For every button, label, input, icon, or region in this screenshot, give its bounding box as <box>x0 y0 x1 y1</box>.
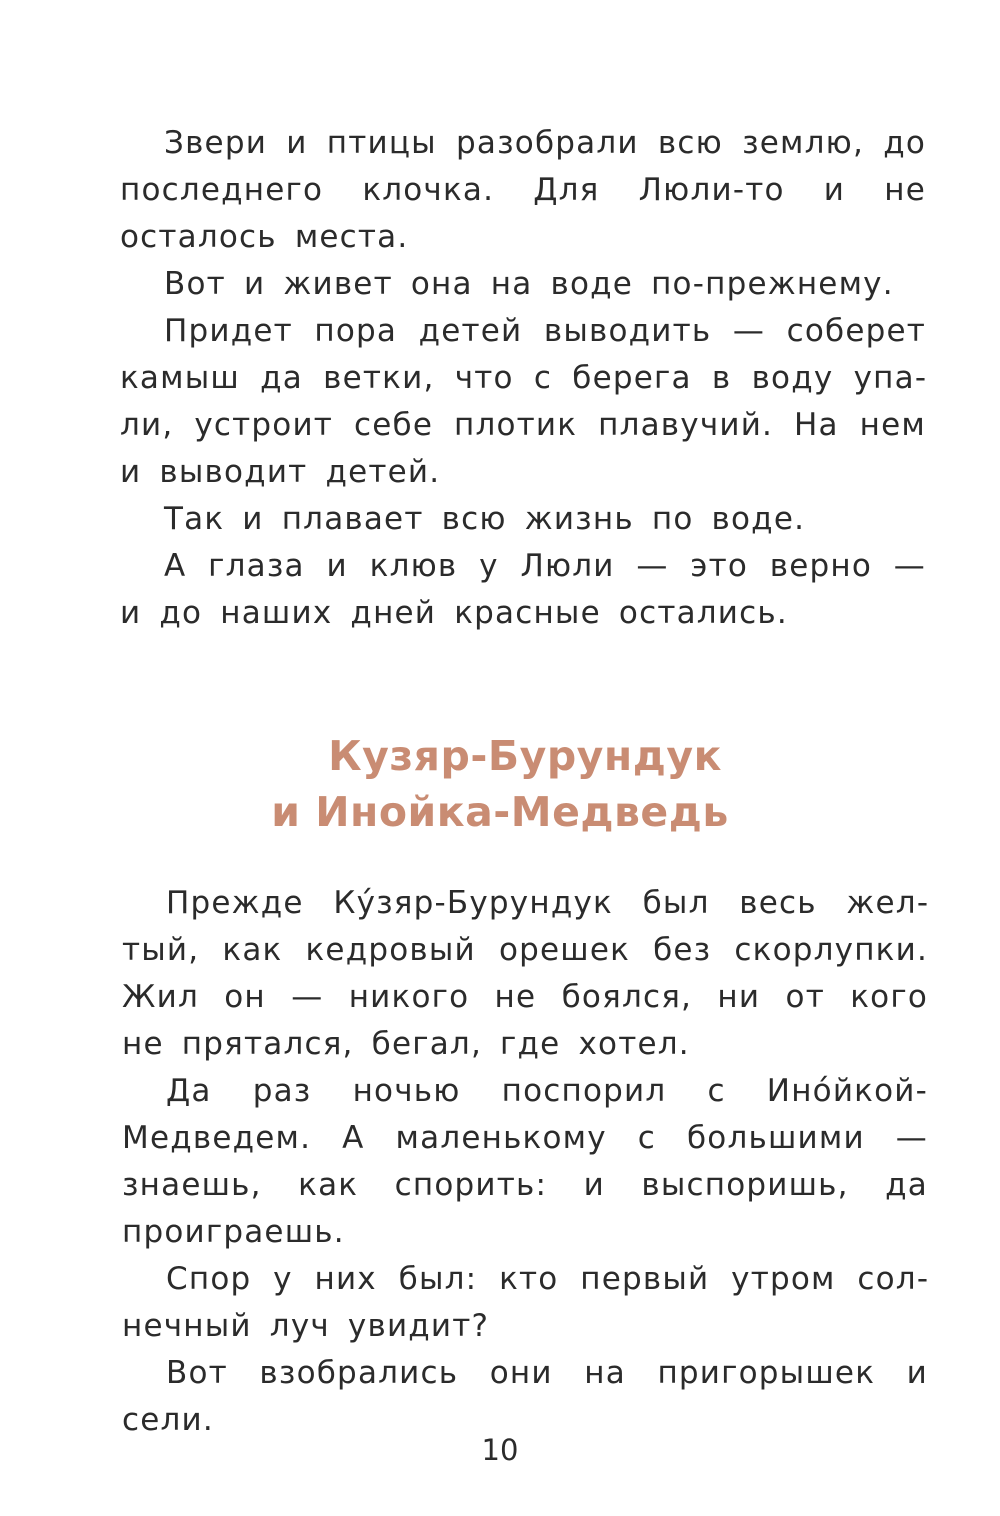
text-block-top <box>120 120 926 637</box>
page-number: 10 <box>481 1433 519 1467</box>
paragraph: Да раз ночью поспорил с Ино́йкой-Медведем. А маленькому с большими — знаешь, как спорить: и выспоришь, да проиграешь. <box>122 1073 928 1250</box>
paragraph: Вот взобрались они на пригорышек и сели. <box>122 1355 928 1438</box>
text-block-bottom <box>122 880 928 1444</box>
paragraph: Прежде Ку́зяр-Бурундук был весь желтый, как кедровый орешек без скорлупки. Жил он — никого не боялся, ни от кого не прятался, бегал, где хотел. <box>122 885 928 1062</box>
paragraph: Вот и живет она на воде по-прежнему. <box>164 266 894 302</box>
story-title <box>0 728 1000 840</box>
paragraph: Так и плавает всю жизнь по воде. <box>164 501 806 537</box>
paragraph: Придет пора детей выводить — соберет камыш да ветки, что с берега в воду упали, устроит себе плотик плавучий. На нем и выводит детей. <box>120 313 926 490</box>
paragraph: Звери и птицы разобрали всю землю, до последнего клочка. Для Люли-то и не осталось места. <box>120 125 926 255</box>
story-title-line-2: и Инойка-Медведь <box>271 788 729 836</box>
story-title-line-1: Кузяр-Бурундук <box>328 732 722 780</box>
paragraph: А глаза и клюв у Люли — это верно — и до наших дней красные остались. <box>120 548 926 631</box>
paragraph: Спор у них был: кто первый утром солнечный луч увидит? <box>122 1261 928 1344</box>
